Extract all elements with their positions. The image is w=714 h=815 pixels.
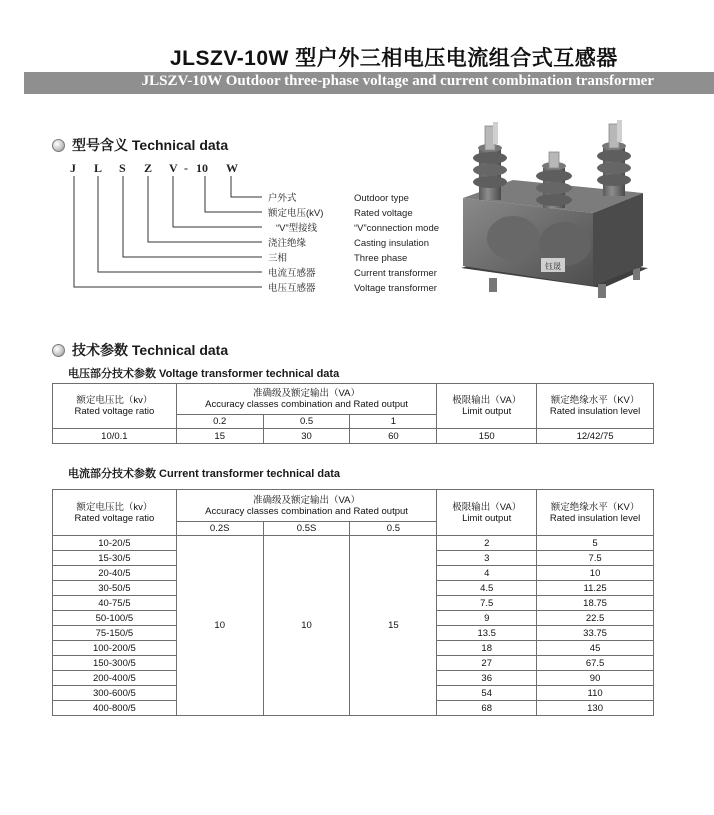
header-en: Rated insulation level	[549, 406, 641, 417]
title-banner	[24, 72, 714, 94]
table-cell: 13.5	[437, 626, 537, 641]
header-cn: 极限输出（VA）	[452, 501, 522, 513]
table-row	[53, 429, 654, 444]
table-cell: 18.75	[537, 596, 654, 611]
table-cell: 7.5	[537, 551, 654, 566]
code-letter-w: W	[226, 161, 238, 175]
code-letter-l: L	[94, 161, 103, 175]
meaning-en: Rated voltage	[354, 208, 413, 219]
header-cell	[537, 490, 654, 536]
header-cell	[176, 490, 437, 522]
class-cell: 0.2S	[176, 522, 263, 536]
table-cell: 10	[537, 566, 654, 581]
header-cn: 额定电压比（kv）	[76, 501, 153, 513]
meaning-en: Casting insulation	[354, 238, 429, 249]
table-cell: 100-200/5	[53, 641, 177, 656]
table-header-row	[53, 490, 654, 522]
model-section-heading	[52, 135, 228, 155]
meaning-cn: 三相	[268, 253, 288, 264]
table-cell: 130	[537, 701, 654, 716]
transformer-product-image	[453, 118, 653, 308]
code-letter-z: Z	[144, 161, 153, 175]
table-cell: 33.75	[537, 626, 654, 641]
bullet-icon	[52, 344, 65, 357]
header-cell	[437, 490, 537, 536]
table-cell: 9	[437, 611, 537, 626]
page-title: JLSZV-10W 型户外三相电压电流组合式互感器	[170, 47, 618, 70]
table-cell: 12/42/75	[537, 429, 654, 444]
ct-table-caption: 电流部分技术参数 Current transformer technical data	[68, 468, 340, 480]
table-cell: 150-300/5	[53, 656, 177, 671]
meaning-cn: 电压互感器	[268, 283, 316, 294]
header-en: Accuracy classes combination and Rated output	[205, 505, 408, 517]
output-cell: 15	[350, 536, 437, 716]
header-cell	[437, 384, 537, 429]
voltage-transformer-table	[52, 383, 654, 444]
code-connector-lines	[74, 176, 262, 287]
table-cell: 15-30/5	[53, 551, 177, 566]
meaning-cn: 额定电压(kV)	[268, 208, 324, 219]
code-letter-v: V	[169, 161, 178, 175]
model-code-diagram	[60, 158, 460, 298]
header-cn: 额定绝缘水平（KV）	[550, 395, 640, 406]
table-cell: 200-400/5	[53, 671, 177, 686]
meaning-en: Voltage transformer	[354, 283, 437, 294]
params-section-heading	[52, 340, 228, 360]
output-cell: 10	[263, 536, 350, 716]
table-cell: 18	[437, 641, 537, 656]
table-cell: 4.5	[437, 581, 537, 596]
header-en: Rated voltage ratio	[74, 512, 155, 524]
table-cell: 54	[437, 686, 537, 701]
table-cell: 3	[437, 551, 537, 566]
header-cell	[53, 490, 177, 536]
table-cell: 40-75/5	[53, 596, 177, 611]
table-cell: 68	[437, 701, 537, 716]
class-cell: 0.5	[263, 415, 350, 429]
header-en: Limit output	[462, 406, 512, 417]
class-cell: 0.2	[176, 415, 263, 429]
meaning-en: Three phase	[354, 253, 408, 264]
table-header-row	[53, 384, 654, 415]
class-cell: 0.5	[350, 522, 437, 536]
table-cell: 15	[176, 429, 263, 444]
meaning-en: Current transformer	[354, 268, 437, 279]
table-cell: 67.5	[537, 656, 654, 671]
output-cell: 10	[176, 536, 263, 716]
vt-table-caption: 电压部分技术参数 Voltage transformer technical data	[68, 368, 340, 380]
meaning-cn: 电流互感器	[268, 268, 316, 279]
table-cell: 30	[263, 429, 350, 444]
table-cell: 11.25	[537, 581, 654, 596]
header-en: Rated voltage ratio	[74, 406, 155, 417]
meaning-en: “V”connection mode	[354, 223, 440, 234]
bullet-icon	[52, 139, 65, 152]
meaning-cn: 浇注绝缘	[268, 238, 307, 249]
table-cell: 110	[537, 686, 654, 701]
code-letter-j: J	[70, 161, 76, 175]
nameplate-label: 钰晟	[545, 262, 561, 271]
table-cell: 27	[437, 656, 537, 671]
table-cell: 60	[350, 429, 437, 444]
header-cn: 额定绝缘水平（KV）	[550, 501, 640, 513]
table-cell: 4	[437, 566, 537, 581]
header-cn: 额定电压比（kv）	[76, 395, 153, 406]
header-en: Rated insulation level	[549, 512, 641, 524]
class-cell: 0.5S	[263, 522, 350, 536]
table-cell: 2	[437, 536, 537, 551]
table-cell: 150	[437, 429, 537, 444]
page-subtitle: JLSZV-10W Outdoor three-phase voltage and current combination transformer	[141, 73, 654, 89]
transformer-icon	[461, 120, 648, 298]
current-transformer-table	[52, 489, 654, 716]
table-cell: 30-50/5	[53, 581, 177, 596]
header-cell	[537, 384, 654, 429]
header-cell	[53, 384, 177, 429]
model-section-title: 型号含义 Technical data	[72, 137, 229, 153]
header-cn: 极限输出（VA）	[452, 395, 522, 406]
header-en: Limit output	[462, 512, 512, 524]
header-en: Accuracy classes combination and Rated output	[205, 399, 408, 410]
table-cell: 75-150/5	[53, 626, 177, 641]
code-letter-s: S	[119, 161, 126, 175]
params-section-title: 技术参数 Technical data	[72, 342, 229, 358]
table-cell: 400-800/5	[53, 701, 177, 716]
table-cell: 50-100/5	[53, 611, 177, 626]
meaning-cn: 户外式	[268, 193, 297, 204]
table-cell: 45	[537, 641, 654, 656]
header-cn: 准确级及额定输出（VA）	[253, 388, 361, 399]
meaning-en: Outdoor type	[354, 193, 409, 204]
code-meanings	[268, 192, 439, 294]
header-cell	[176, 384, 437, 415]
table-cell: 20-40/5	[53, 566, 177, 581]
meaning-cn: “V”型接线	[276, 223, 318, 234]
table-cell: 36	[437, 671, 537, 686]
table-row	[53, 536, 654, 551]
table-cell: 10-20/5	[53, 536, 177, 551]
class-cell: 1	[350, 415, 437, 429]
table-cell: 300-600/5	[53, 686, 177, 701]
table-cell: 10/0.1	[53, 429, 177, 444]
table-cell: 5	[537, 536, 654, 551]
table-cell: 22.5	[537, 611, 654, 626]
header-cn: 准确级及额定输出（VA）	[253, 494, 361, 506]
code-voltage: 10	[196, 161, 208, 175]
table-cell: 90	[537, 671, 654, 686]
table-cell: 7.5	[437, 596, 537, 611]
code-dash: -	[184, 161, 188, 175]
